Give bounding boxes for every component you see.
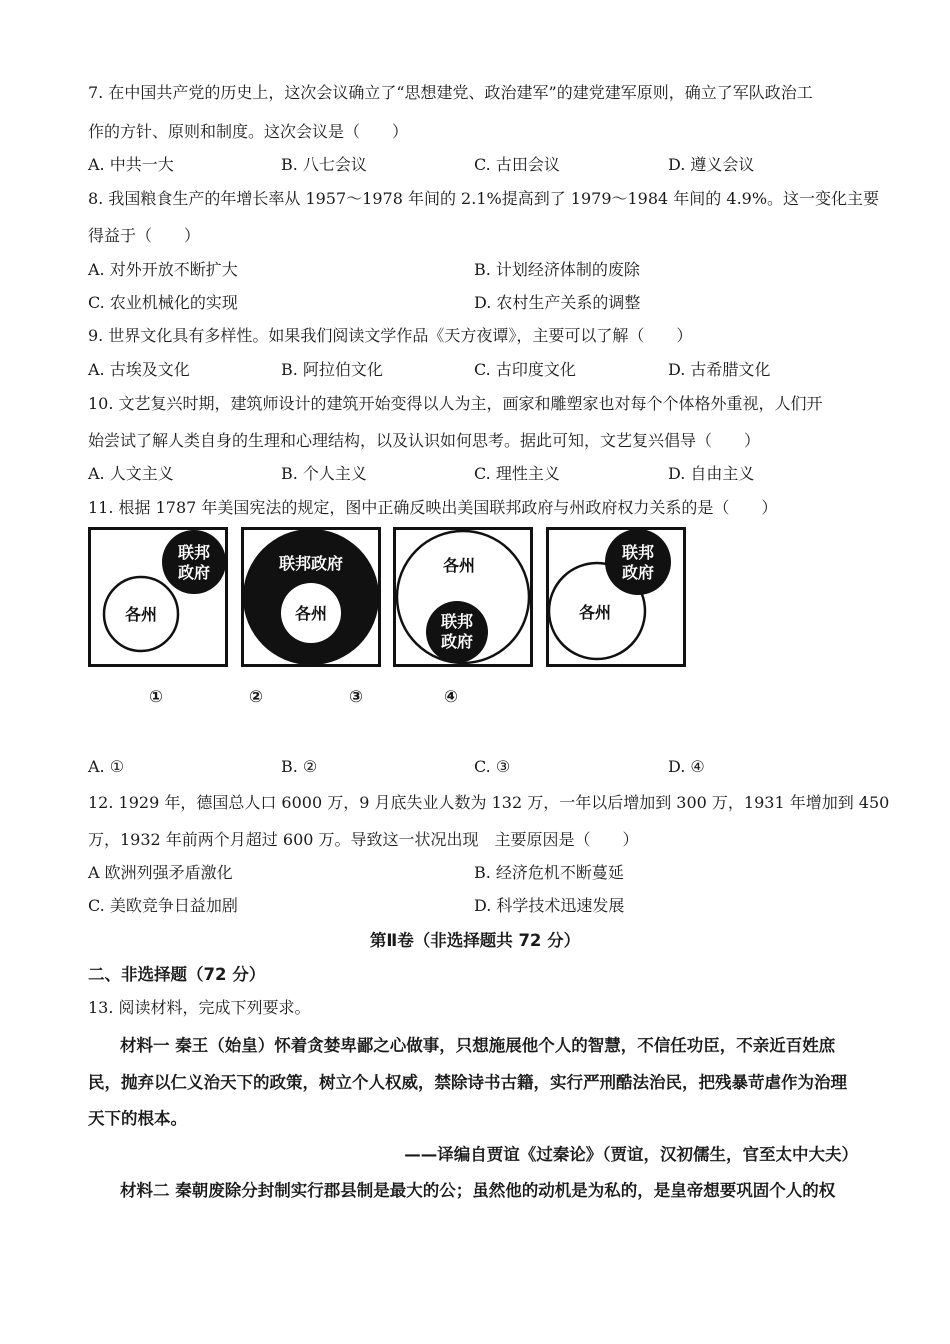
diagram-1 xyxy=(88,527,228,667)
federal-label-1: 联邦 xyxy=(440,612,474,631)
federal-label-2: 政府 xyxy=(621,563,655,582)
federal-circle xyxy=(605,529,671,595)
q7-option-a: A. 中共一大 xyxy=(88,155,174,174)
states-label: 各州 xyxy=(124,605,158,624)
q7-option-d: D. 遵义会议 xyxy=(668,155,755,174)
federal-label-2: 政府 xyxy=(440,632,474,651)
q12-stem-line1: 12. 1929 年，德国总人口 6000 万，9 月底失业人数为 132 万，一年以后增加到 300 万，1931 年增加到 450 xyxy=(88,793,890,812)
federal-label-1: 联邦 xyxy=(621,543,655,562)
q11-option-a: A. ① xyxy=(88,757,125,776)
q7-stem-line1: 7. 在中国共产党的历史上，这次会议确立了“思想建党、政治建军”的建党建军原则，确立了军队政治工 xyxy=(88,83,813,102)
states-label: 各州 xyxy=(442,556,476,575)
federal-circle xyxy=(162,530,226,594)
q9-stem: 9. 世界文化具有多样性。如果我们阅读文学作品《天方夜谭》，主要可以了解（ ） xyxy=(88,326,693,345)
q11-option-b: B. ② xyxy=(281,757,318,776)
q10-option-d: D. 自由主义 xyxy=(668,464,755,483)
q12-option-b: B. 经济危机不断蔓延 xyxy=(474,863,624,882)
q10-option-a: A. 人文主义 xyxy=(88,464,174,483)
q9-option-b: B. 阿拉伯文化 xyxy=(281,360,383,379)
q8-stem-line1: 8. 我国粮食生产的年增长率从 1957～1978 年间的 2.1%提高到了 1979～1984 年间的 4.9%。这一变化主要 xyxy=(88,189,880,208)
q8-option-b: B. 计划经济体制的废除 xyxy=(474,260,640,279)
q13-material1-line2: 民，抛弃以仁义治天下的政策，树立个人权威，禁除诗书古籍，实行严刑酷法治民，把残暴苛虐作为治理 xyxy=(88,1073,847,1092)
part2-title: 第Ⅱ卷（非选择题共 72 分） xyxy=(369,931,581,950)
q13-material1-line3: 天下的根本。 xyxy=(88,1109,187,1128)
q7-option-b: B. 八七会议 xyxy=(281,155,367,174)
q9-option-a: A. 古埃及文化 xyxy=(88,360,190,379)
q7-stem-line2: 作的方针、原则和制度。这次会议是（ ） xyxy=(88,122,409,141)
q12-stem-line2: 万，1932 年前两个月超过 600 万。导致这一状况出现 主要原因是（ ） xyxy=(88,830,639,849)
federal-label-1: 联邦 xyxy=(177,543,211,562)
q9-option-c: C. 古印度文化 xyxy=(474,360,576,379)
federal-label-2: 政府 xyxy=(177,563,211,582)
q10-stem-line1: 10. 文艺复兴时期，建筑师设计的建筑开始变得以人为主，画家和雕塑家也对每个个体格外重视，人们开 xyxy=(88,394,823,413)
diagram-2 xyxy=(241,527,381,667)
q12-option-d: D. 科学技术迅速发展 xyxy=(474,896,625,915)
q12-option-c: C. 美欧竞争日益加剧 xyxy=(88,896,238,915)
q13-material1-source: ——译编自贾谊《过秦论》（贾谊，汉初儒生，官至太中大夫） xyxy=(404,1145,858,1164)
q10-option-b: B. 个人主义 xyxy=(281,464,367,483)
states-label: 各州 xyxy=(578,603,612,622)
diagram-3 xyxy=(393,527,533,667)
q9-option-d: D. 古希腊文化 xyxy=(668,360,771,379)
q12-option-a: A 欧洲列强矛盾激化 xyxy=(88,863,233,882)
q11-option-d: D. ④ xyxy=(668,757,705,776)
diagram-number-4: ④ xyxy=(444,687,458,706)
q13-stem: 13. 阅读材料，完成下列要求。 xyxy=(88,998,311,1017)
diagram-number-2: ② xyxy=(249,687,263,706)
diagram-4 xyxy=(546,527,686,667)
federal-label: 联邦政府 xyxy=(278,554,344,573)
q7-option-c: C. 古田会议 xyxy=(474,155,560,174)
part2-heading: 二、非选择题（72 分） xyxy=(88,965,266,984)
q13-material2-line1: 材料二 秦朝废除分封制实行郡县制是最大的公；虽然他的动机是为私的，是皇帝想要巩固个人的权 xyxy=(120,1181,836,1200)
q11-stem: 11. 根据 1787 年美国宪法的规定，图中正确反映出美国联邦政府与州政府权力关系的是（ ） xyxy=(88,498,778,517)
q8-option-c: C. 农业机械化的实现 xyxy=(88,293,238,312)
diagram-number-1: ① xyxy=(149,687,163,706)
q8-stem-line2: 得益于（ ） xyxy=(88,226,201,245)
q10-stem-line2: 始尝试了解人类自身的生理和心理结构，以及认识如何思考。据此可知，文艺复兴倡导（ ） xyxy=(88,431,761,450)
q13-material1-line1: 材料一 秦王（始皇）怀着贪婪卑鄙之心做事，只想施展他个人的智慧，不信任功臣，不亲近百姓庶 xyxy=(120,1036,836,1055)
diagram-number-3: ③ xyxy=(349,687,363,706)
q8-option-d: D. 农村生产关系的调整 xyxy=(474,293,641,312)
q8-option-a: A. 对外开放不断扩大 xyxy=(88,260,238,279)
states-label: 各州 xyxy=(294,604,328,623)
q10-option-c: C. 理性主义 xyxy=(474,464,560,483)
q11-option-c: C. ③ xyxy=(474,757,511,776)
